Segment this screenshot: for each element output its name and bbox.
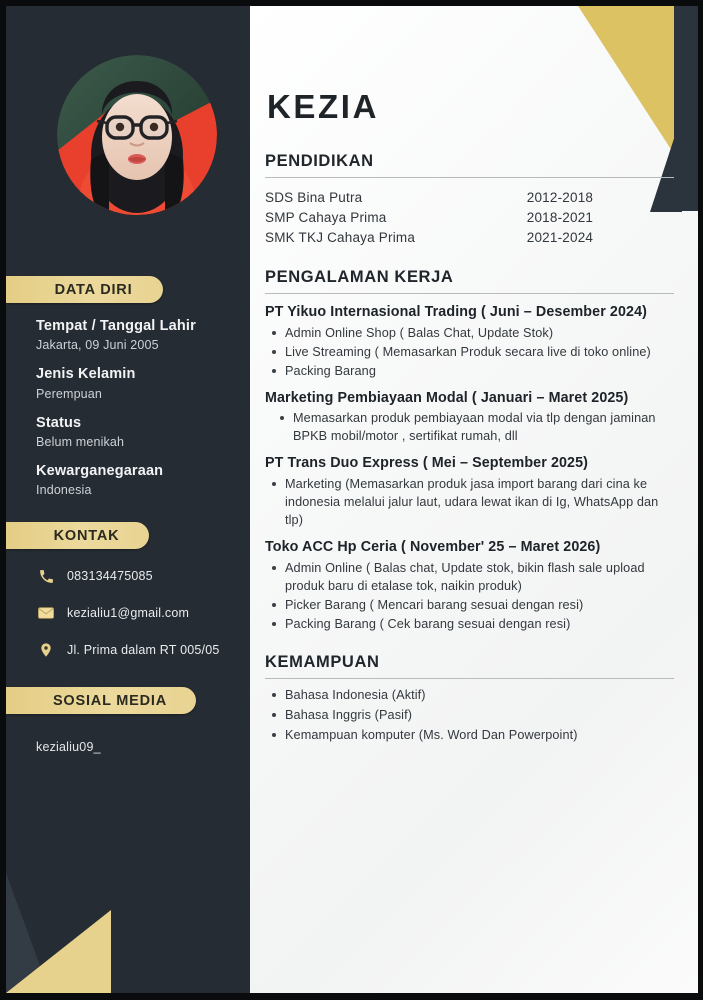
education-table bbox=[265, 187, 674, 247]
education-years: 2012-2018 bbox=[526, 189, 594, 205]
section-heading-pendidikan: PENDIDIKAN bbox=[265, 152, 374, 170]
table-row bbox=[265, 207, 674, 227]
education-school: SDS Bina Putra bbox=[265, 189, 363, 205]
data-diri-item bbox=[36, 365, 250, 401]
data-diri-label: Kewarganegaraan bbox=[36, 463, 164, 480]
kontak-list bbox=[6, 549, 250, 659]
divider bbox=[265, 293, 674, 294]
section-kontak bbox=[6, 522, 250, 678]
page-title: KEZIA bbox=[267, 88, 379, 125]
skills-list bbox=[265, 686, 674, 744]
list-item: Bahasa Indonesia (Aktif) bbox=[265, 686, 674, 704]
job-entry bbox=[265, 538, 674, 633]
cv-sheet bbox=[6, 6, 698, 993]
envelope-icon bbox=[36, 604, 56, 622]
section-heading-kemampuan: KEMAMPUAN bbox=[265, 652, 380, 671]
avatar bbox=[57, 55, 217, 215]
contact-address-value: Jl. Prima dalam RT 005/05 bbox=[67, 643, 220, 657]
data-diri-list bbox=[6, 303, 250, 499]
education-years: 2021-2024 bbox=[526, 229, 594, 245]
job-bullets bbox=[265, 559, 674, 633]
list-item: Kemampuan komputer (Ms. Word Dan Powerpoint) bbox=[265, 726, 674, 744]
phone-icon bbox=[36, 567, 56, 585]
divider bbox=[265, 177, 674, 178]
job-title: PT Trans Duo Express ( Mei – September 2025) bbox=[265, 455, 589, 472]
education-school: SMK TKJ Cahaya Prima bbox=[265, 229, 416, 245]
section-data-diri bbox=[6, 276, 250, 511]
data-diri-item bbox=[36, 317, 250, 353]
contact-phone-value: 083134475085 bbox=[67, 569, 153, 583]
data-diri-label: Jenis Kelamin bbox=[36, 366, 136, 383]
job-entry bbox=[265, 389, 674, 446]
list-item: Admin Online ( Balas chat, Update stok, bikin flash sale upload produk baru di etalase tok, naikin produk) bbox=[265, 559, 674, 595]
job-title: Toko ACC Hp Ceria ( November' 25 – Maret 2026) bbox=[265, 538, 601, 555]
list-item: Bahasa Inggris (Pasif) bbox=[265, 706, 674, 724]
main-panel bbox=[250, 6, 698, 993]
job-bullets bbox=[265, 409, 674, 445]
section-kemampuan bbox=[265, 653, 674, 744]
job-bullets bbox=[265, 475, 674, 529]
job-title: Marketing Pembiayaan Modal ( Januari – Maret 2025) bbox=[265, 389, 629, 406]
location-pin-icon bbox=[36, 641, 56, 659]
contact-row-email[interactable] bbox=[36, 604, 250, 622]
list-item: Packing Barang bbox=[265, 362, 674, 380]
list-item: Admin Online Shop ( Balas Chat, Update Stok) bbox=[265, 324, 674, 342]
profile-photo-illustration bbox=[57, 55, 217, 215]
data-diri-label: Status bbox=[36, 414, 82, 431]
data-diri-value: Belum menikah bbox=[36, 434, 125, 449]
divider bbox=[265, 678, 674, 679]
data-diri-label: Tempat / Tanggal Lahir bbox=[36, 318, 196, 334]
job-entry bbox=[265, 303, 674, 380]
badge-kontak: KONTAK bbox=[6, 522, 149, 549]
data-diri-value: Jakarta, 09 Juni 2005 bbox=[36, 338, 159, 353]
sosial-media-handle[interactable]: kezialiu09_ bbox=[36, 740, 101, 754]
contact-row-address[interactable] bbox=[36, 641, 250, 659]
main-content bbox=[250, 6, 698, 744]
section-pendidikan bbox=[265, 152, 674, 247]
list-item: Picker Barang ( Mencari barang sesuai dengan resi) bbox=[265, 596, 674, 614]
badge-data-diri: DATA DIRI bbox=[6, 276, 163, 303]
list-item: Live Streaming ( Memasarkan Produk secara live di toko online) bbox=[265, 343, 674, 361]
data-diri-item bbox=[36, 414, 250, 450]
table-row bbox=[265, 227, 674, 247]
badge-sosial-media: SOSIAL MEDIA bbox=[6, 687, 196, 714]
job-entry bbox=[265, 454, 674, 529]
list-item: Marketing (Memasarkan produk jasa import barang dari cina ke indonesia melalui jalur laut, udara lewat ikan di Ig, WhatsApp dan tlp) bbox=[265, 475, 674, 529]
section-pengalaman-kerja bbox=[265, 268, 674, 633]
contact-row-phone[interactable] bbox=[36, 567, 250, 585]
education-years: 2018-2021 bbox=[526, 209, 594, 225]
education-school: SMP Cahaya Prima bbox=[265, 209, 387, 225]
job-bullets bbox=[265, 324, 674, 380]
data-diri-value: Perempuan bbox=[36, 386, 102, 401]
data-diri-item bbox=[36, 462, 250, 498]
contact-email-value: kezialiu1@gmail.com bbox=[67, 606, 190, 620]
list-item: Memasarkan produk pembiayaan modal via tlp dengan jaminan BPKB mobil/motor , sertifikat rumah, dll bbox=[265, 409, 674, 445]
sidebar bbox=[6, 6, 250, 993]
section-heading-pengalaman: PENGALAMAN KERJA bbox=[265, 268, 454, 286]
sidebar-gold-triangle-decoration bbox=[6, 910, 111, 993]
data-diri-value: Indonesia bbox=[36, 483, 92, 498]
job-title: PT Yikuo Internasional Trading ( Juni – Desember 2024) bbox=[265, 304, 647, 320]
section-sosial-media bbox=[6, 687, 250, 754]
list-item: Packing Barang ( Cek barang sesuai dengan resi) bbox=[265, 615, 674, 633]
table-row bbox=[265, 187, 674, 207]
